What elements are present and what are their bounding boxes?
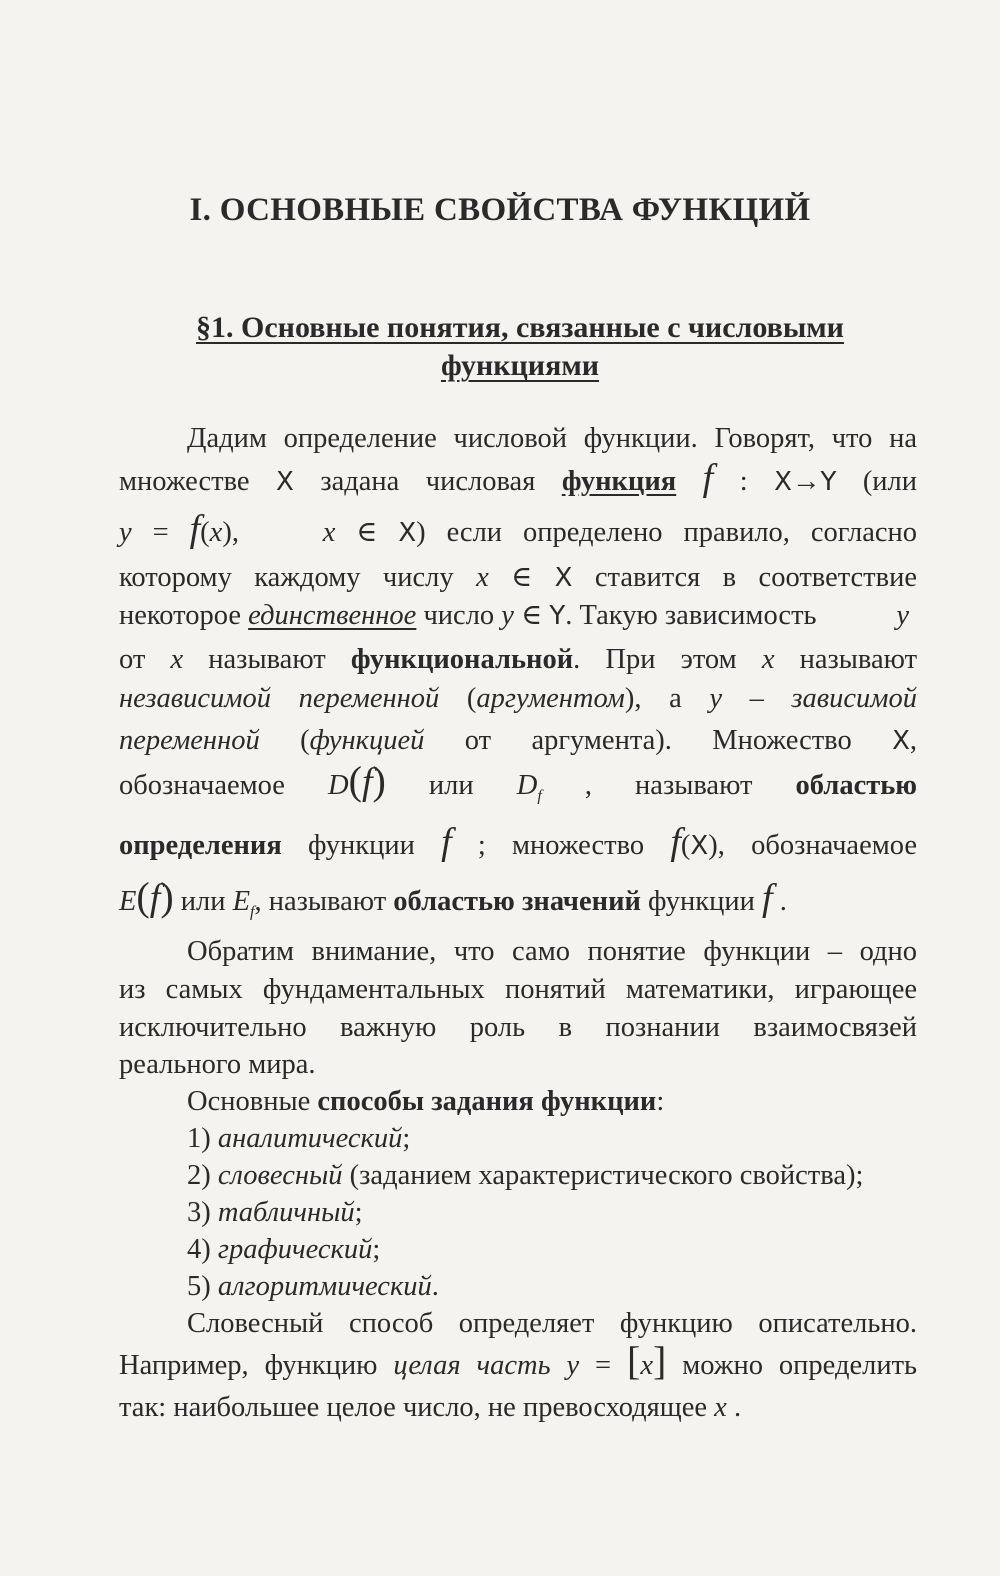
list-number: 1) [187, 1123, 211, 1154]
term-function-dep: функцией [309, 725, 425, 756]
text: , называют [254, 886, 387, 917]
list-item [187, 1269, 917, 1305]
p2-line1: Обратим внимание, что само понятие функции – одно [187, 936, 917, 967]
term-domain-1: областью [795, 770, 918, 801]
term-domain-2: определения [119, 830, 282, 861]
formula-y-in-Y: y ∈ Y [501, 600, 566, 631]
text: . Такую зависимость [565, 600, 817, 631]
text: ; [354, 1197, 363, 1228]
p1-line11: E(f) или $E_f$, называют областью значений функции f . [119, 874, 787, 921]
text: называют [208, 644, 326, 675]
text: если определено правило, согласно [446, 517, 918, 548]
methods-intro [187, 1084, 917, 1120]
text: Например, функцию [119, 1350, 378, 1381]
formula-D-sub-f: $D_f$ , [516, 770, 592, 805]
term-range: областью значений [393, 886, 641, 917]
formula-E-sub-f: $E_f$ [232, 886, 255, 921]
text: функции [648, 886, 755, 917]
list-number: 3) [187, 1197, 211, 1228]
term-argument: аргументом [476, 683, 625, 714]
p1-line6: от x называют функциональной. При этом x называют [119, 644, 918, 675]
formula-D-f: D(f) [328, 758, 386, 803]
text: функции [307, 830, 415, 861]
formula-floor: y = [x] [566, 1338, 667, 1383]
text: задана числовая [320, 466, 536, 497]
list-number: 2) [187, 1160, 211, 1191]
list-number: 5) [187, 1271, 211, 1302]
formula-f-map: f : X→Y [702, 457, 837, 499]
text: называют [635, 770, 753, 801]
text: : [656, 1086, 665, 1117]
text: ( [300, 725, 310, 756]
text: ; [372, 1234, 381, 1265]
p3-line3: так: наибольшее целое число, не превосходящее x . [119, 1392, 742, 1423]
chapter-title: I. ОСНОВНЫЕ СВОЙСТВА ФУНКЦИЙ [189, 192, 811, 228]
section-title-text: §1. Основные понятия, связанные с числовыми функциями [196, 311, 844, 382]
method-name: алгоритмический [217, 1271, 432, 1302]
text: (или [862, 466, 918, 497]
text: ; [402, 1123, 411, 1154]
text: число [423, 600, 495, 631]
method-name: аналитический [217, 1123, 403, 1154]
p1-line2 [119, 457, 918, 500]
text: , обозначаемое [717, 830, 917, 861]
p1-line1: Дадим определение числовой функции. Говорят, что на [187, 423, 917, 454]
term-variable: переменной [119, 725, 260, 756]
term-function: функция [561, 466, 677, 497]
text: ( [466, 683, 477, 714]
term-dependent: – зависимой [749, 683, 917, 714]
p1-line8: переменной (функцией от аргумента). Множество X, [119, 725, 917, 756]
text: от [119, 644, 146, 675]
method-name: словесный [217, 1160, 343, 1191]
formula-x-in-X: x ∈ X [476, 562, 573, 593]
text: так: наибольшее целое число, не превосходящее [119, 1392, 708, 1423]
p1-line3 [119, 508, 918, 551]
list-item [187, 1158, 917, 1194]
formula-f-of-X: f(X), обозначаемое [670, 821, 917, 863]
p2-line4: реального мира. [119, 1049, 316, 1080]
text: можно определить [682, 1350, 918, 1381]
text: . При этом [573, 644, 737, 675]
term-functional: функциональной [350, 644, 574, 675]
text: множестве [119, 466, 250, 497]
text: или [180, 886, 226, 917]
p1-line10: определения функции f ; множество f(X), обозначаемое [119, 821, 917, 863]
text: (заданием характеристического свойства); [342, 1160, 864, 1191]
section-title [150, 309, 890, 385]
formula-E-f: E(f) [119, 874, 174, 919]
list-item [187, 1195, 917, 1231]
text: . [431, 1271, 439, 1302]
p1-line9 [119, 758, 918, 815]
text: которому каждому числу [119, 562, 454, 593]
term-independent: независимой переменной [119, 683, 440, 714]
method-name: графический [217, 1234, 373, 1265]
p3-line1: Словесный способ определяет функцию описательно. [187, 1308, 917, 1339]
text: ставится в соответствие [594, 562, 917, 593]
p3-line2 [119, 1338, 918, 1384]
p1-line4 [119, 560, 917, 596]
text: или [428, 770, 474, 801]
p1-line5: некоторое единственное число y ∈ Y. Такую зависимость y [119, 600, 909, 631]
text: ), а [624, 683, 682, 714]
list-item [187, 1232, 917, 1268]
term-unique: единственное [248, 600, 417, 631]
list-item [187, 1121, 917, 1157]
p2-line3: исключительно важную роль в познании взаимосвязей [119, 1012, 917, 1043]
text: обозначаемое [119, 770, 285, 801]
term-methods: способы задания функции [317, 1086, 657, 1117]
formula-y-fx: y = f(x), x ∈ X) [119, 508, 426, 550]
text: ; множество [477, 830, 645, 861]
list-number: 4) [187, 1234, 211, 1265]
text: Основные [187, 1086, 311, 1117]
text: некоторое [119, 600, 242, 631]
text: от аргумента). Множество [464, 725, 852, 756]
method-name: табличный [217, 1197, 355, 1228]
p2-line2: из самых фундаментальных понятий математики, играющее [119, 974, 917, 1005]
term-integer-part: целая часть [393, 1350, 551, 1381]
set-x: X [276, 467, 294, 497]
p1-line7: независимой переменной (аргументом), а y – зависимой [119, 683, 917, 714]
text: называют [799, 644, 918, 675]
